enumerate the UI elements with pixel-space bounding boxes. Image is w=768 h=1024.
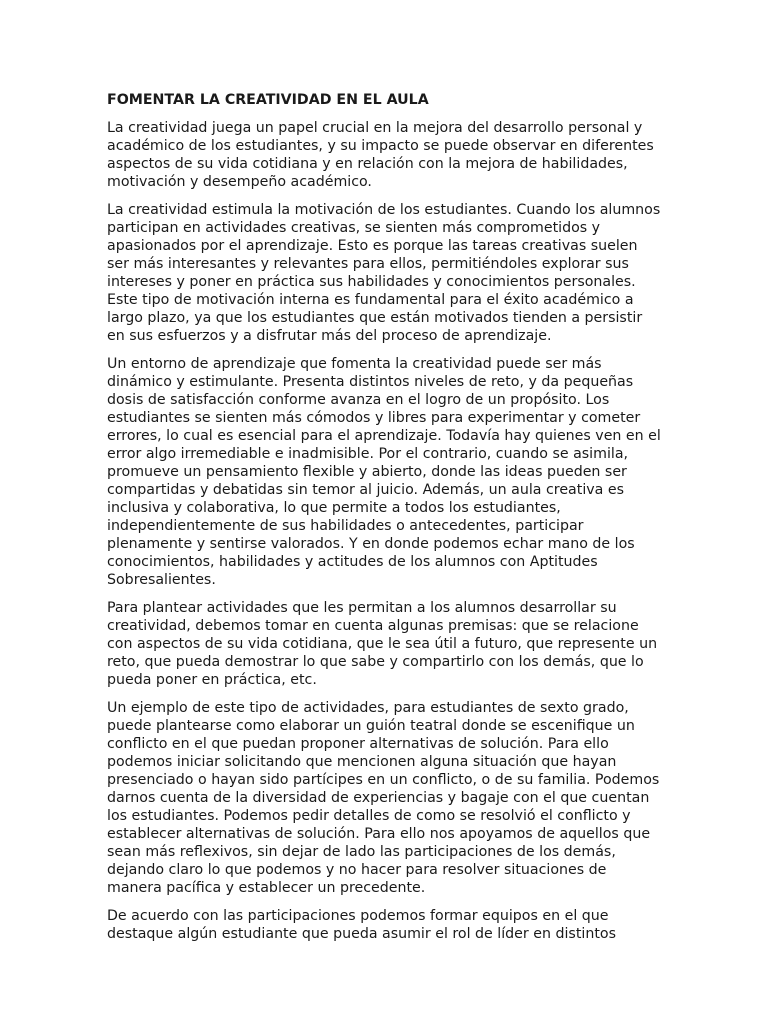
paragraph-6: De acuerdo con las participaciones podemos formar equipos en el que destaque algún estudiante que pueda asumir el rol de líder en distintos — [107, 908, 616, 942]
paragraph-4: Para plantear actividades que les permitan a los alumnos desarrollar su creatividad, debemos tomar en cuenta algunas premisas: que se relacione con aspectos de su vida cotidiana, que le sea útil a futuro, que represente un reto, que pueda demostrar lo que sabe y compartirlo con los demás, que lo pueda poner en práctica, etc. — [107, 600, 658, 688]
paragraph-3: Un entorno de aprendizaje que fomenta la creatividad puede ser más dinámico y estimulante. Presenta distintos niveles de reto, y da pequeñas dosis de satisfacción conforme avanza en el logro de un propósito. Los estudiantes se sienten más cómodos y libres para experimentar y cometer errores, lo cual es esencial para el aprendizaje. Todavía hay quienes ven en el error algo irremediable e inadmisible. Por el contrario, cuando se asimila, promueve un pensamiento flexible y abierto, donde las ideas pueden ser compartidas y debatidas sin temor al juicio. Además, un aula creativa es inclusiva y colaborativa, lo que permite a todos los estudiantes, independientemente de sus habilidades o antecedentes, participar plenamente y sentirse valorados. Y en donde podemos echar mano de los conocimientos, habilidades y actitudes de los alumnos con Aptitudes Sobresalientes. — [107, 356, 661, 588]
paragraph-2: La creatividad estimula la motivación de los estudiantes. Cuando los alumnos participan en actividades creativas, se sienten más comprometidos y apasionados por el aprendizaje. Esto es porque las tareas creativas suelen ser más interesantes y relevantes para ellos, permitiéndoles explorar sus intereses y poner en práctica sus habilidades y conocimientos personales. Este tipo de motivación interna es fundamental para el éxito académico a largo plazo, ya que los estudiantes que están motivados tienden a persistir en sus esfuerzos y a disfrutar más del proceso de aprendizaje. — [107, 202, 661, 344]
paragraph-5: Un ejemplo de este tipo de actividades, para estudiantes de sexto grado, puede plantearse como elaborar un guión teatral donde se escenifique un conflicto en el que puedan proponer alternativas de solución. Para ello podemos iniciar solicitando que mencionen alguna situación que hayan presenciado o hayan sido partícipes en un conflicto, o de su familia. Podemos darnos cuenta de la diversidad de experiencias y bagaje con el que cuentan los estudiantes. Podemos pedir detalles de como se resolvió el conflicto y establecer alternativas de solución. Para ello nos apoyamos de aquellos que sean más reflexivos, sin dejar de lado las participaciones de los demás, dejando claro lo que podemos y no hacer para resolver situaciones de manera pacífica y establecer un precedente. — [107, 700, 660, 896]
paragraph-1: La creatividad juega un papel crucial en la mejora del desarrollo personal y académico de los estudiantes, y su impacto se puede observar en diferentes aspectos de su vida cotidiana y en relación con la mejora de habilidades, motivación y desempeño académico. — [107, 120, 654, 190]
document-title: FOMENTAR LA CREATIVIDAD EN EL AULA — [107, 92, 429, 108]
document-body — [107, 91, 662, 953]
